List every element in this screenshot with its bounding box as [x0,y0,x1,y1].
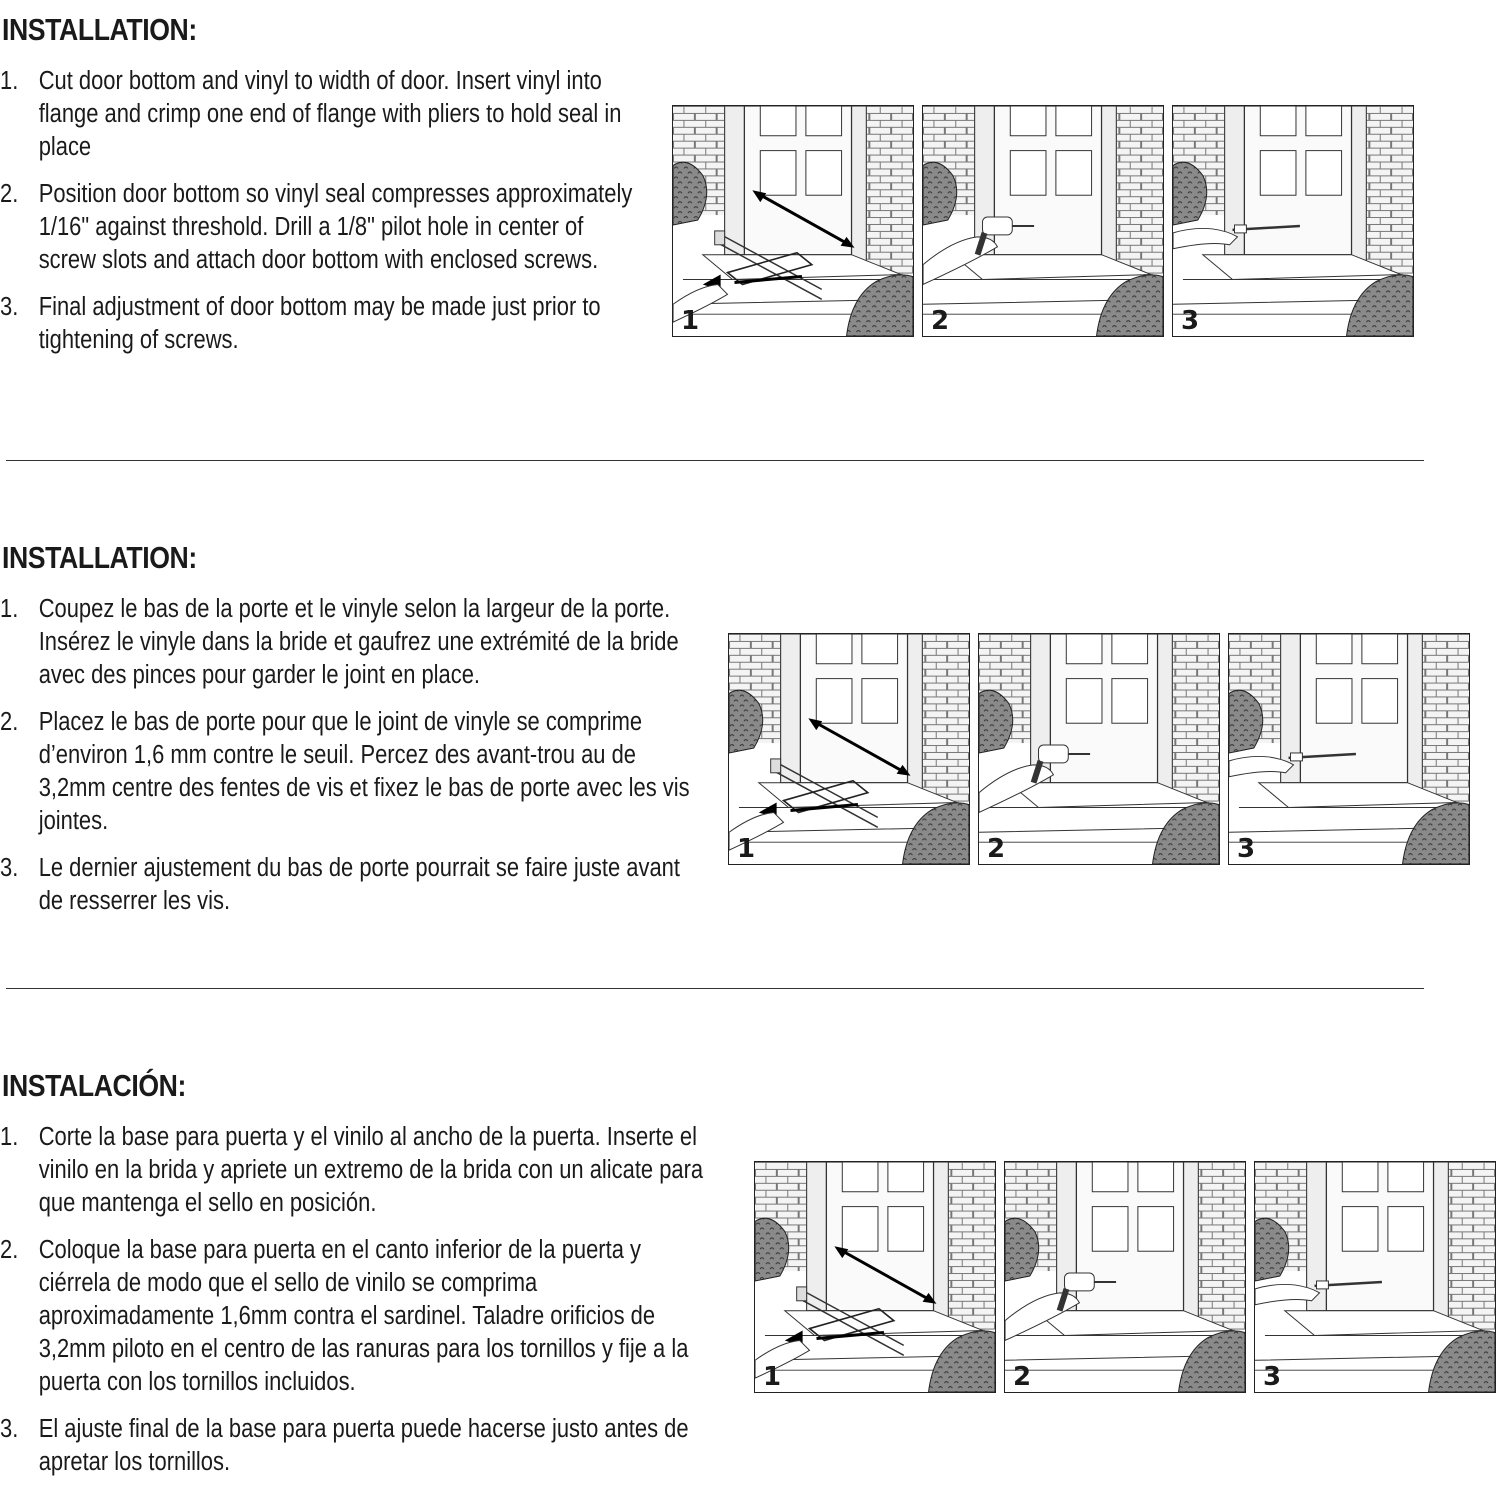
panel-number: 3 [1237,834,1256,864]
section-title: INSTALLATION: [2,12,197,47]
instruction-step [0,706,697,838]
step-number: 1. [0,1123,19,1151]
door-cutting-illustration [729,634,969,864]
step-text: Position door bottom so vinyl seal compresses approximately 1/16" against threshold. Drill a 1/8" pilot hole in center of screw slots and attach door bottom with enclosed screws. [38,180,633,274]
panel-number: 2 [987,834,1006,864]
section-title: INSTALACIÓN: [2,1068,186,1103]
step-text: Corte la base para puerta y el vinilo al ancho de la puerta. Inserte el vinilo en la brida y apriete un extremo de la brida con un alicate para que mantenga el sello en posición. [38,1123,704,1217]
instruction-list [0,65,745,371]
step-text: Coupez le bas de la porte et le vinyle selon la largeur de la porte. Insérez le vinyle dans la bride et gaufrez une extrémité de la bride avec des pinces pour garder le joint en place. [38,595,679,689]
instruction-step [0,852,697,918]
step-number: 2. [0,1236,19,1264]
illustration-strip [754,1161,1496,1395]
illustration-panel-cut [728,633,970,865]
step-number: 3. [0,1415,19,1443]
panel-number: 3 [1263,1362,1282,1392]
instruction-list [0,1121,822,1493]
door-drilling-illustration [923,106,1163,336]
panel-number: 2 [931,306,950,336]
step-text: Placez le bas de porte pour que le joint de vinyle se comprime d’environ 1,6 mm contre le seuil. Percez des avant-trou au de 3,2mm centre des fentes de vis et fixez le bas de porte avec les vis jointes. [38,708,690,835]
panel-number: 3 [1181,306,1200,336]
instruction-step [0,1121,707,1220]
door-screwing-illustration [1173,106,1413,336]
panel-number: 1 [681,306,700,336]
illustration-panel-screw [1228,633,1470,865]
instruction-step [0,178,641,277]
door-screwing-illustration [1255,1162,1495,1392]
door-drilling-illustration [979,634,1219,864]
illustration-panel-drill [1004,1161,1246,1393]
step-number: 2. [0,708,19,736]
instruction-step [0,593,697,692]
instruction-list [0,593,810,932]
step-number: 2. [0,180,19,208]
instruction-step [0,291,641,357]
section-divider [6,988,1424,989]
panel-number: 1 [763,1362,782,1392]
illustration-panel-drill [922,105,1164,337]
illustration-panel-drill [978,633,1220,865]
step-text: Coloque la base para puerta en el canto inferior de la puerta y ciérrela de modo que el sello de vinilo se comprima aproximadamente 1,6mm contra el sardinel. Taladre orificios de 3,2mm piloto en el centro de las ranuras para los tornillos y fije a la puerta con los tornillos incluidos. [38,1236,689,1396]
step-text: Cut door bottom and vinyl to width of door. Insert vinyl into flange and crimp one end of flange with pliers to hold seal in place [38,67,622,161]
section-divider [6,460,1424,461]
illustration-panel-screw [1254,1161,1496,1393]
step-number: 3. [0,293,19,321]
step-text: Final adjustment of door bottom may be made just prior to tightening of screws. [38,293,601,354]
illustration-panel-cut [672,105,914,337]
instruction-step [0,1234,707,1399]
instruction-step [0,1413,707,1479]
step-number: 3. [0,854,19,882]
panel-number: 1 [737,834,756,864]
door-cutting-illustration [673,106,913,336]
illustration-panel-cut [754,1161,996,1393]
step-text: El ajuste final de la base para puerta puede hacerse justo antes de apretar los tornillos. [38,1415,689,1476]
step-number: 1. [0,67,19,95]
step-text: Le dernier ajustement du bas de porte pourrait se faire juste avant de resserrer les vis. [38,854,680,915]
illustration-strip [672,105,1414,339]
panel-number: 2 [1013,1362,1032,1392]
illustration-strip [728,633,1470,867]
door-drilling-illustration [1005,1162,1245,1392]
step-number: 1. [0,595,19,623]
door-screwing-illustration [1229,634,1469,864]
illustration-panel-screw [1172,105,1414,337]
section-title: INSTALLATION: [2,540,197,575]
instruction-step [0,65,641,164]
door-cutting-illustration [755,1162,995,1392]
